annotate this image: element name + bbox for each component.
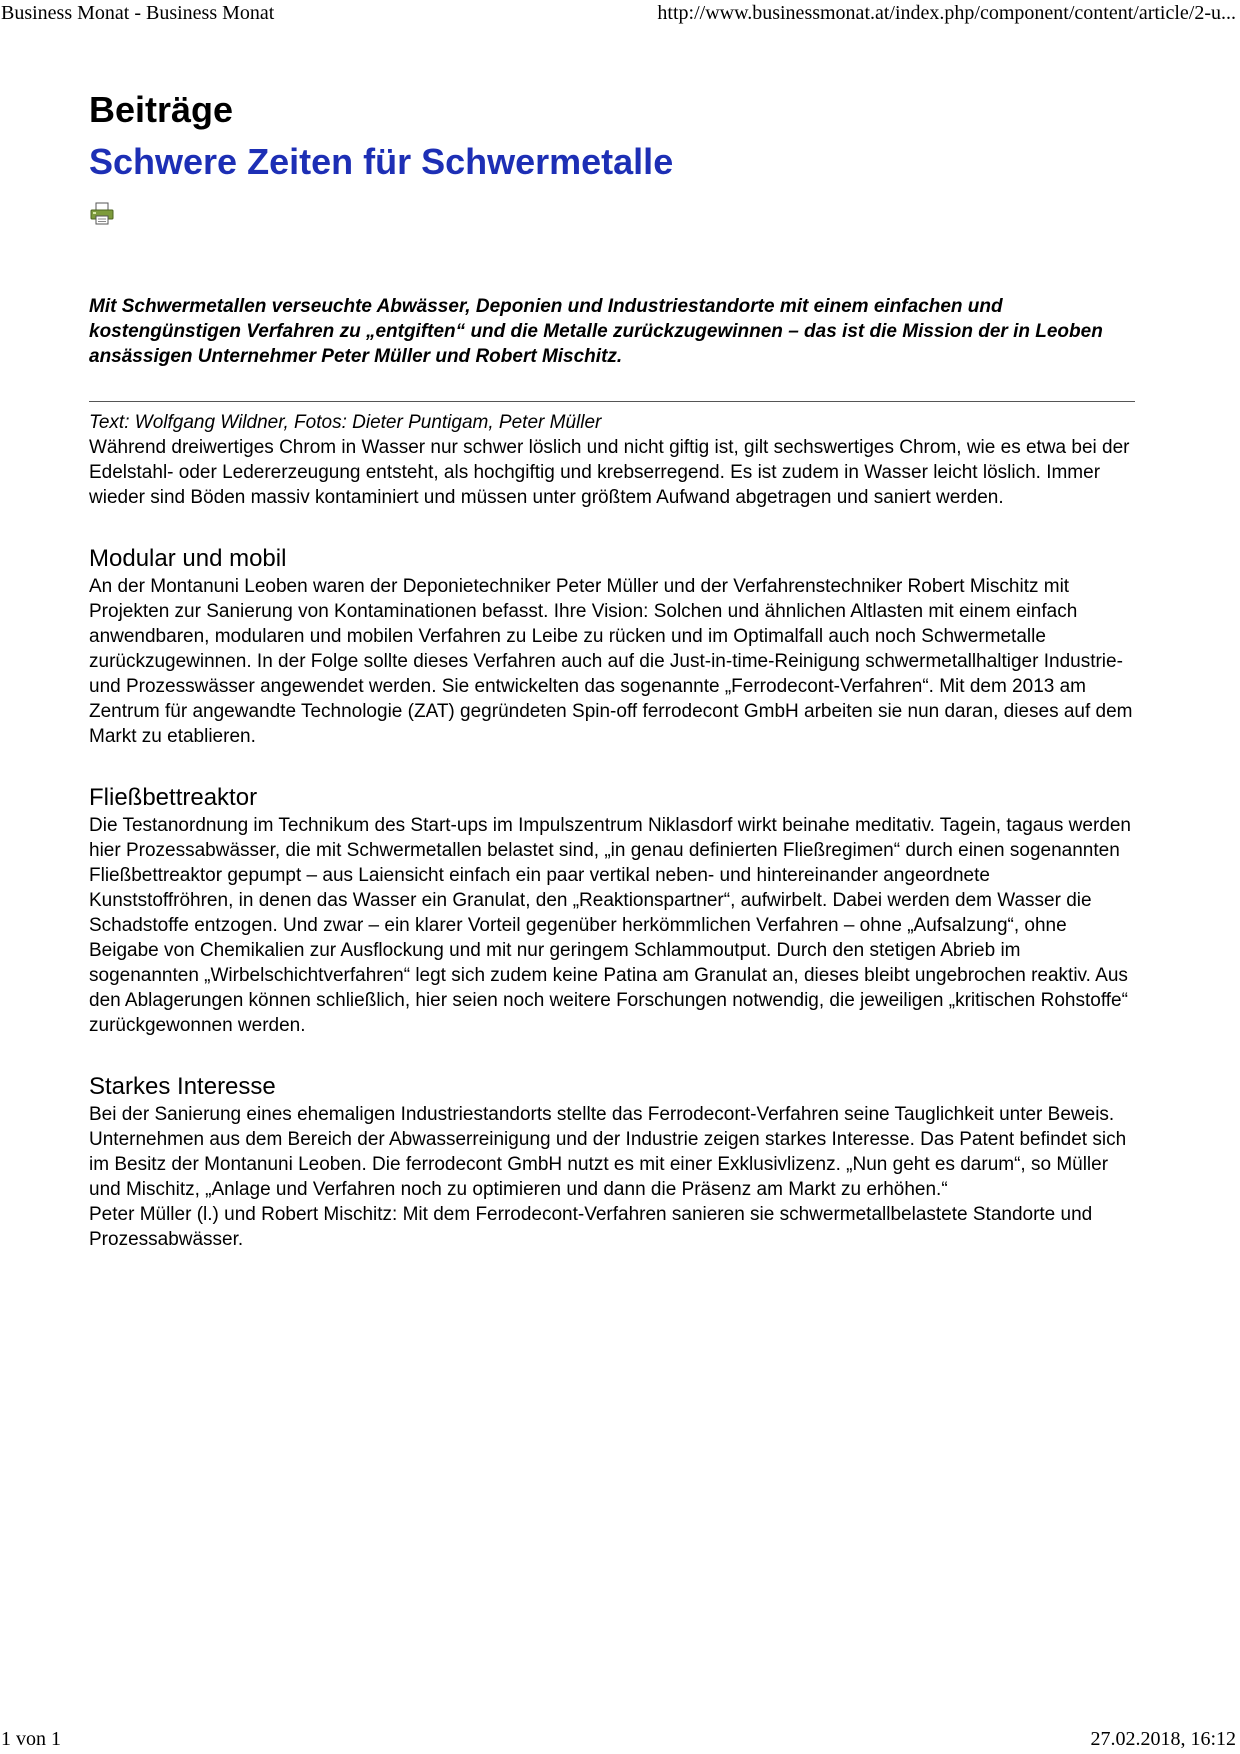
paragraph-fliessbett: Die Testanordnung im Technikum des Start-ups im Impulszentrum Niklasdorf wirkt beinahe meditativ. Tagein, tagaus werden hier Prozessabwässer, die mit Schwermetallen belastet sind, „in genau definierten Fließregimen“ durch einen sogenannten Fließbettreaktor gepumpt – aus Laiensicht einfach ein paar vertikal neben- und hintereinander angeordnete Kunststoffröhren, in denen das Wasser ein Granulat, den „Reaktionspartner“, aufwirbelt. Dabei werden dem Wasser die Schadstoffe entzogen. Und zwar – ein klarer Vorteil gegenüber herkömmlichen Verfahren – ohne „Aufsalzung“, ohne Beigabe von Chemikalien zur Ausflockung und mit nur geringem Schlammoutput. Durch den stetigen Abrieb im sogenannten „Wirbelschichtverfahren“ legt sich zudem keine Patina am Granulat an, dieses bleibt ungebrochen reaktiv. Aus den Ablagerungen können schließlich, hier seien noch weitere Forschungen notwendig, die jeweiligen „kritischen Rohstoffe“ zurückgewonnen werden. [89, 815, 1131, 1036]
print-header-url: http://www.businessmonat.at/index.php/component/content/article/2-u... [657, 2, 1236, 24]
section-title: Beiträge [89, 89, 234, 130]
print-footer-page-count: 1 von 1 [1, 1728, 61, 1750]
print-header-site-title: Business Monat - Business Monat [1, 2, 275, 24]
printer-icon[interactable] [89, 202, 1135, 226]
print-footer-timestamp: 27.02.2018, 16:12 [1090, 1728, 1236, 1750]
photo-caption: Peter Müller (l.) und Robert Mischitz: Mit dem Ferrodecont-Verfahren sanieren sie schwermetallbelastete Standorte und Prozessabwässer. [89, 1204, 1093, 1250]
article-title[interactable]: Schwere Zeiten für Schwermetalle [89, 141, 674, 182]
article-page [89, 84, 1135, 1252]
subheading-fliessbett: Fließbettreaktor [89, 784, 258, 811]
print-footer [0, 1726, 1240, 1754]
subheading-modular: Modular und mobil [89, 545, 287, 572]
divider [89, 401, 1135, 402]
article-credits: Text: Wolfgang Wildner, Fotos: Dieter Puntigam, Peter Müller [89, 412, 602, 433]
print-header [0, 0, 1240, 28]
paragraph-interesse: Bei der Sanierung eines ehemaligen Industriestandorts stellte das Ferrodecont-Verfahren seine Tauglichkeit unter Beweis. Unternehmen aus dem Bereich der Abwasserreinigung und der Industrie zeigen starkes Interesse. Das Patent befindet sich im Besitz der Montanuni Leoben. Die ferrodecont GmbH nutzt es mit einer Exklusivlizenz. „Nun geht es darum“, so Müller und Mischitz, „Anlage und Verfahren noch zu optimieren und dann die Präsenz am Markt zu erhöhen.“ [89, 1104, 1127, 1200]
article-lead: Mit Schwermetallen verseuchte Abwässer, Deponien und Industriestandorte mit einem einfachen und kostengünstigen Verfahren zu „entgiften“ und die Metalle zurückzugewinnen – das ist die Mission der in Leoben ansässigen Unternehmer Peter Müller und Robert Mischitz. [89, 296, 1103, 367]
intro-paragraph: Während dreiwertiges Chrom in Wasser nur schwer löslich und nicht giftig ist, gilt sechswertiges Chrom, wie es etwa bei der Edelstahl- oder Ledererzeugung entsteht, als hochgiftig und krebserregend. Es ist zudem in Wasser leicht löslich. Immer wieder sind Böden massiv kontaminiert und müssen unter größtem Aufwand abgetragen und saniert werden. [89, 437, 1130, 508]
paragraph-modular: An der Montanuni Leoben waren der Deponietechniker Peter Müller und der Verfahrenstechniker Robert Mischitz mit Projekten zur Sanierung von Kontaminationen befasst. Ihre Vision: Solchen und ähnlichen Altlasten mit einem einfach anwendbaren, modularen und mobilen Verfahren zu Leibe zu rücken und im Optimalfall auch noch Schwermetalle zurückzugewinnen. In der Folge sollte dieses Verfahren auch auf die Just-in-time-Reinigung schwermetallhaltiger Industrie- und Prozesswässer angewendet werden. Sie entwickelten das sogenannte „Ferrodecont-Verfahren“. Mit dem 2013 am Zentrum für angewandte Technologie (ZAT) gegründeten Spin-off ferrodecont GmbH arbeiten sie nun daran, dieses auf dem Markt zu etablieren. [89, 576, 1133, 747]
subheading-interesse: Starkes Interesse [89, 1073, 276, 1100]
